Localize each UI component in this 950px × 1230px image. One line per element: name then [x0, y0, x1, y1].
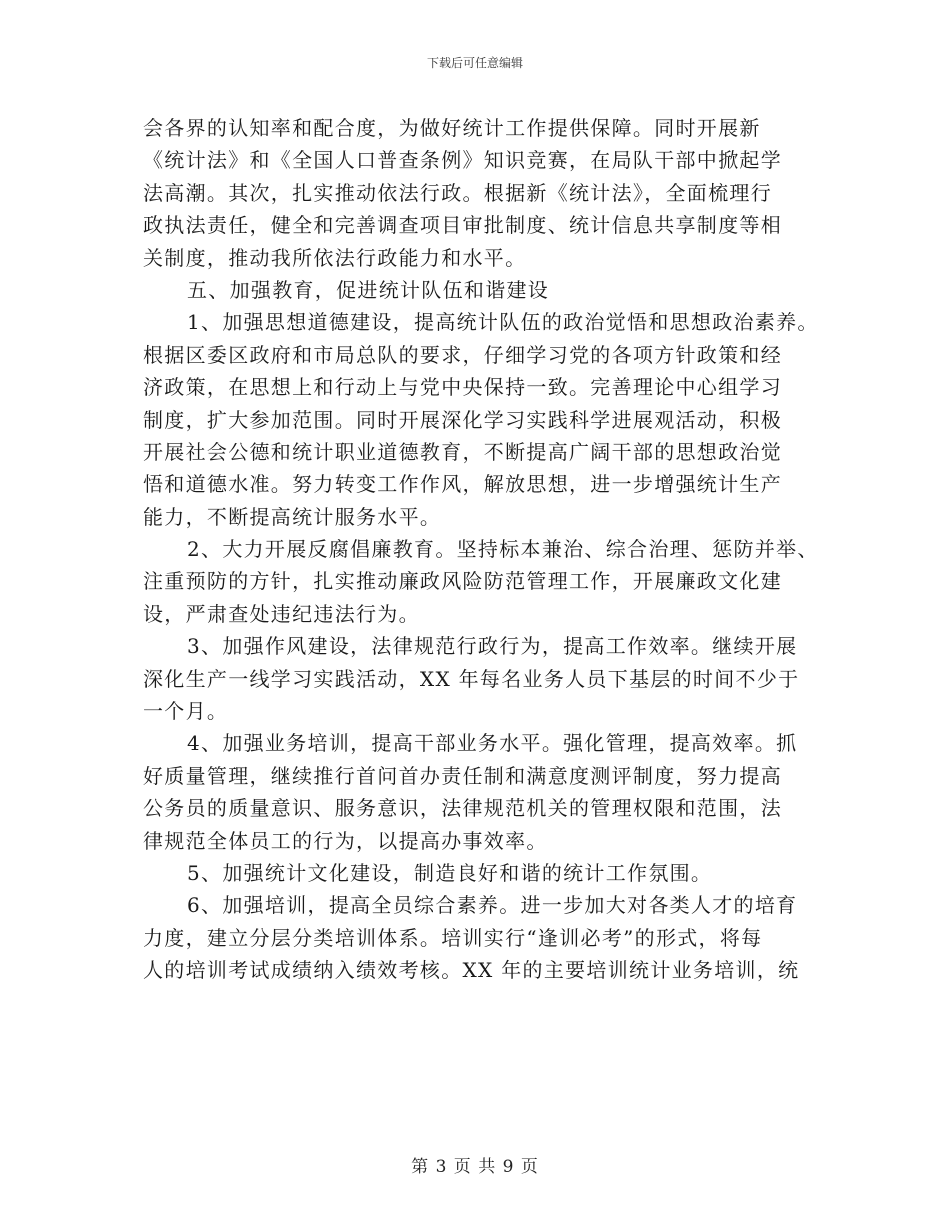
text-line: 法高潮。其次，扎实推动依法行政。根据新《统计法》，全面梳理行 — [143, 180, 772, 205]
text-line: 能力，不断提高统计服务水平。 — [143, 504, 442, 529]
text-line: 开展社会公德和统计职业道德教育，不断提高广阔干部的思想政治觉 — [143, 439, 782, 464]
text-line: 五、加强教育，促进统计队伍和谐建设 — [187, 277, 550, 302]
text-line: 力度，建立分层分类培训体系。培训实行“逢训必考”的形式，将每 — [143, 925, 763, 950]
text-line: 关制度，推动我所依法行政能力和水平。 — [143, 245, 527, 270]
text-line: 公务员的质量意识、服务意识，法律规范机关的管理权限和范围，法 — [143, 796, 782, 821]
text-line: 政执法责任，健全和完善调查项目审批制度、统计信息共享制度等相 — [143, 213, 782, 238]
document-body — [143, 112, 823, 987]
text-line: 《统计法》和《全国人口普查条例》知识竞赛，在局队干部中掀起学 — [143, 148, 782, 173]
text-line: 注重预防的方针，扎实推动廉政风险防范管理工作，开展廉政文化建 — [143, 569, 782, 594]
text-line: 设，严肃查处违纪违法行为。 — [143, 601, 420, 626]
text-line: 制度，扩大参加范围。同时开展深化学习实践科学进展观活动，积极 — [143, 407, 782, 432]
text-line: 济政策，在思想上和行动上与党中央保持一致。完善理论中心组学习 — [143, 375, 782, 400]
text-line: 3、加强作风建设，法律规范行政行为，提高工作效率。继续开展 — [187, 634, 798, 659]
text-line: 深化生产一线学习实践活动，XX 年每名业务人员下基层的时间不少于 — [143, 666, 800, 691]
page-number: 第 3 页 共 9 页 — [411, 1157, 539, 1177]
text-line: 根据区委区政府和市局总队的要求，仔细学习党的各项方针政策和经 — [143, 342, 782, 367]
text-line: 2、大力开展反腐倡廉教育。坚持标本兼治、综合治理、惩防并举、 — [187, 537, 819, 562]
text-line: 4、加强业务培训，提高干部业务水平。强化管理，提高效率。抓 — [187, 731, 798, 756]
page-header-note: 下载后可任意编辑 — [426, 56, 523, 70]
text-line: 人的培训考试成绩纳入绩效考核。XX 年的主要培训统计业务培训，统 — [143, 958, 800, 983]
text-line: 1、加强思想道德建设，提高统计队伍的政治觉悟和思想政治素养。 — [187, 310, 819, 335]
text-line: 律规范全体员工的行为，以提高办事效率。 — [143, 828, 548, 853]
text-line: 6、加强培训，提高全员综合素养。进一步加大对各类人才的培育 — [187, 893, 798, 918]
text-line: 5、加强统计文化建设，制造良好和谐的统计工作氛围。 — [187, 860, 713, 885]
text-line: 好质量管理，继续推行首问首办责任制和满意度测评制度，努力提高 — [143, 763, 782, 788]
text-line: 会各界的认知率和配合度，为做好统计工作提供保障。同时开展新 — [143, 116, 761, 140]
text-line: 悟和道德水准。努力转变工作作风，解放思想，进一步增强统计生产 — [143, 472, 782, 497]
text-line: 一个月。 — [143, 699, 229, 724]
